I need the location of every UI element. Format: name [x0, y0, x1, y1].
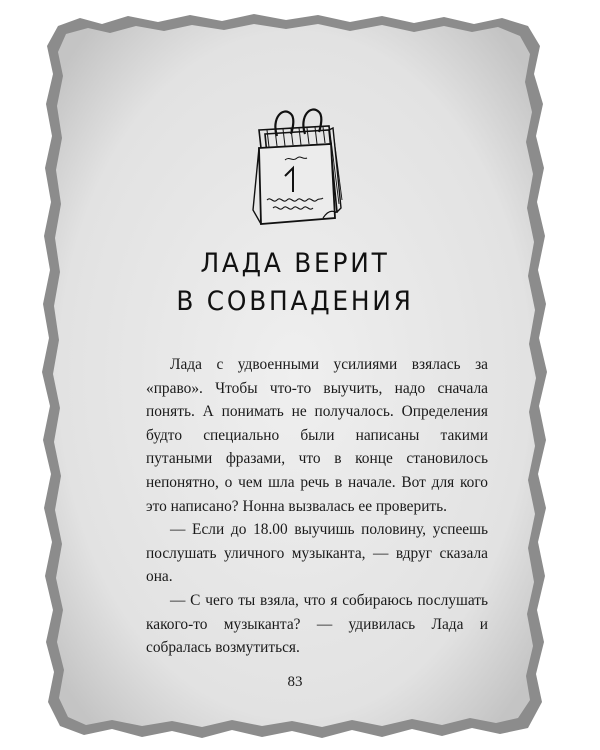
- chapter-title-line-1: ЛАДА ВЕРИТ: [200, 248, 390, 279]
- paragraph: Лада с удвоенными усилиями взялась за «право». Чтобы что-то выучить, надо сначала понять. А понимать не получалось. Определения будто специально были написаны такими путаными фразами, что в конце становилось непонятно, о чем шла речь в начале. Вот для кого это написано? Нонна вызвалась ее проверить.: [146, 356, 488, 515]
- page-content: [40, 12, 550, 740]
- chapter-title-line-2: В СОВПАДЕНИЯ: [176, 286, 414, 317]
- paragraph: — С чего ты взяла, что я собираюсь послушать какого-то музыканта? — удивилась Лада и собралась возмутиться.: [146, 591, 488, 657]
- torn-paper-page: [40, 12, 550, 740]
- page-number: 83: [287, 674, 303, 690]
- paragraph: — Если до 18.00 выучишь половину, успеешь послушать уличного музыканта, — вдруг сказала она.: [146, 521, 488, 586]
- body-text: [146, 353, 488, 660]
- calendar-icon: [245, 100, 355, 230]
